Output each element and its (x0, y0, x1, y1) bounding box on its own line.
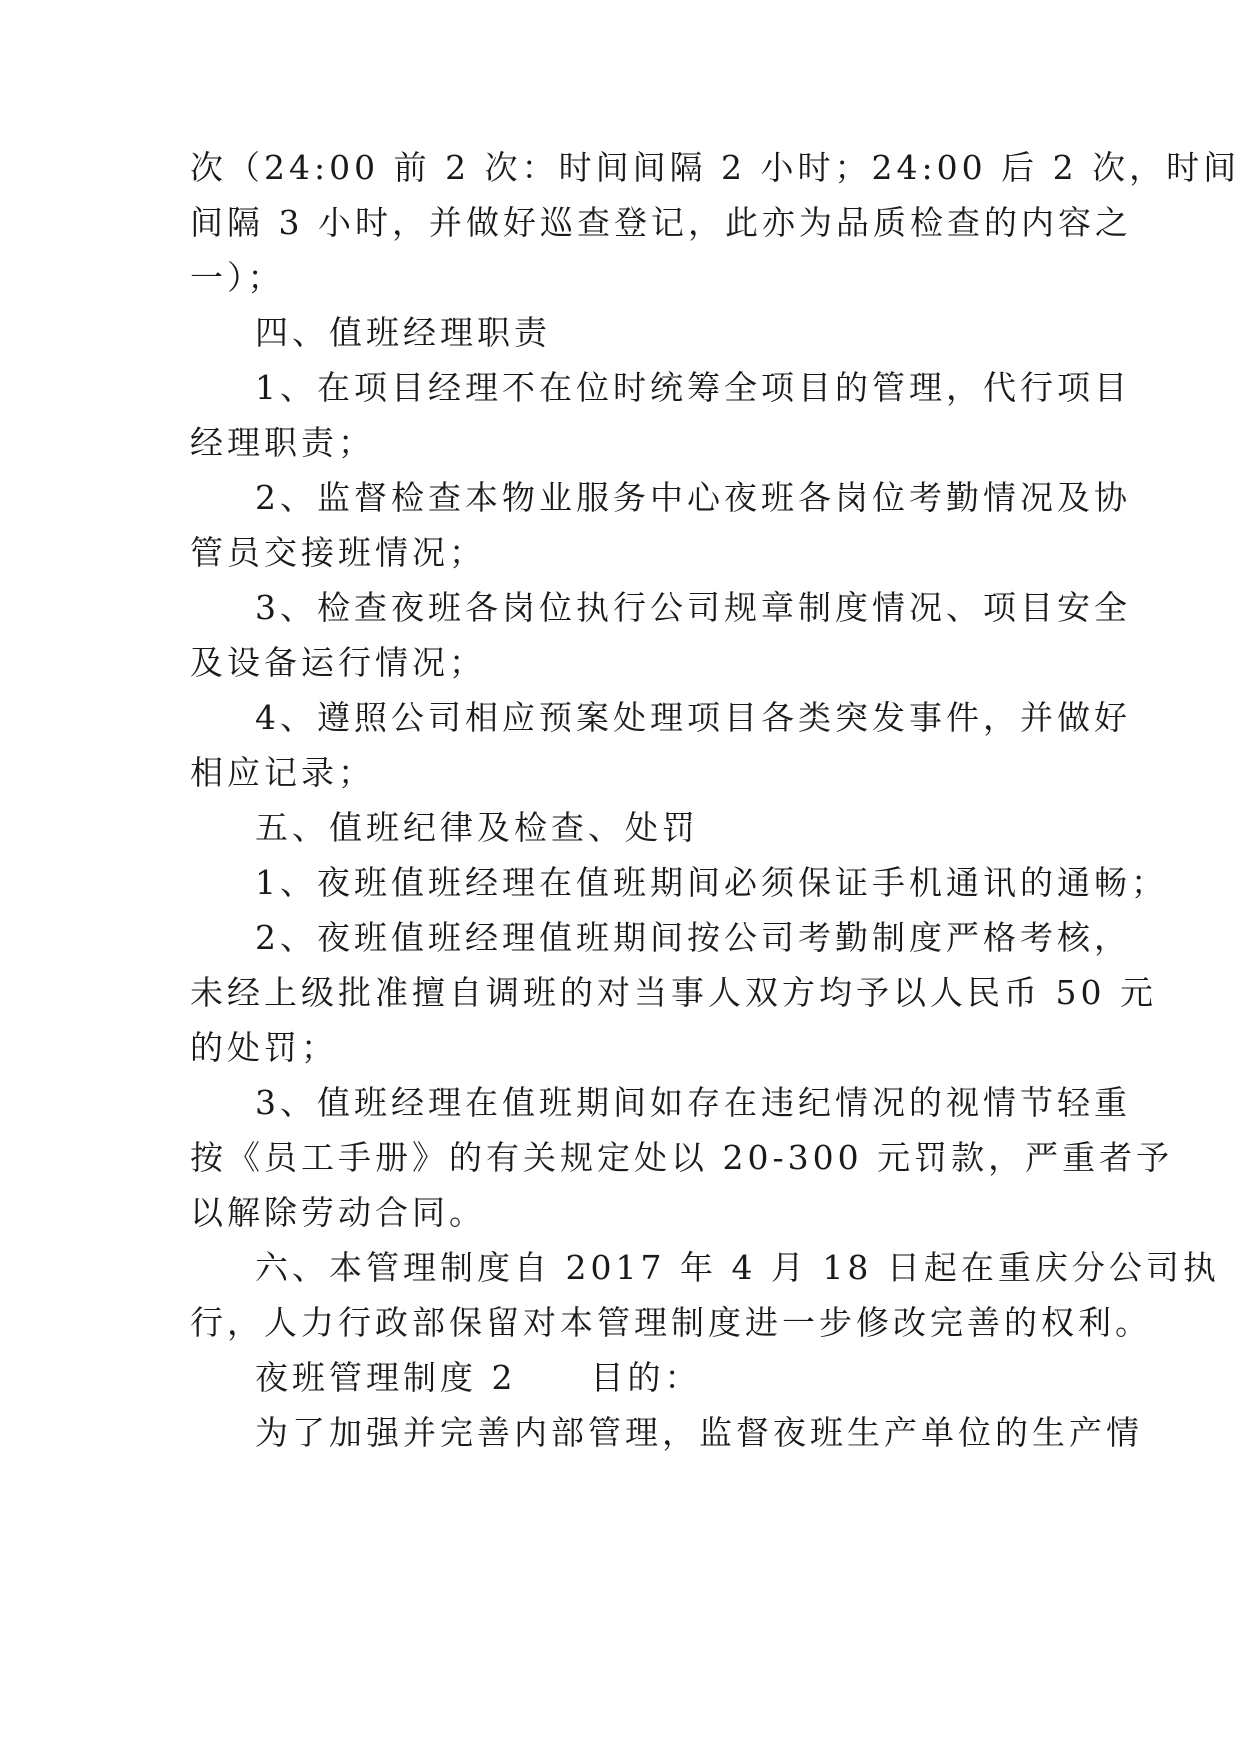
text-line-9: 3、检查夜班各岗位执行公司规章制度情况、项目安全 (255, 588, 1131, 627)
text-line-2: 间隔 3 小时，并做好巡查登记，此亦为品质检查的内容之 (190, 203, 1132, 242)
text-line-12: 相应记录； (190, 753, 375, 792)
text-line-19: 按《员工手册》的有关规定处以 20-300 元罚款，严重者予 (190, 1138, 1174, 1177)
text-line-24: 为了加强并完善内部管理，监督夜班生产单位的生产情 (255, 1413, 1143, 1452)
text-line-8: 管员交接班情况； (190, 533, 486, 572)
text-line-10: 及设备运行情况； (190, 643, 486, 682)
text-line-16: 未经上级批准擅自调班的对当事人双方均予以人民币 50 元 (190, 973, 1157, 1012)
text-line-17: 的处罚； (190, 1028, 338, 1067)
text-line-3: 一）； (190, 258, 285, 297)
subtitle-line: 夜班管理制度 2 目的： (255, 1358, 702, 1397)
text-line-20: 以解除劳动合同。 (190, 1193, 486, 1232)
section-heading-6: 六、本管理制度自 2017 年 4 月 18 日起在重庆分公司执 (255, 1248, 1220, 1287)
text-line-7: 2、监督检查本物业服务中心夜班各岗位考勤情况及协 (255, 478, 1131, 517)
text-line-18: 3、值班经理在值班期间如存在违纪情况的视情节轻重 (255, 1083, 1131, 1122)
section-heading-5: 五、值班纪律及检查、处罚 (255, 808, 699, 847)
section-heading-4: 四、值班经理职责 (255, 313, 551, 352)
text-line-14: 1、夜班值班经理在值班期间必须保证手机通讯的通畅； (255, 863, 1168, 902)
text-line-6: 经理职责； (190, 423, 375, 462)
text-line-15: 2、夜班值班经理值班期间按公司考勤制度严格考核， (255, 918, 1131, 957)
text-line-1: 次（24:00 前 2 次：时间间隔 2 小时；24:00 后 2 次，时间 (190, 148, 1241, 187)
text-line-22: 行，人力行政部保留对本管理制度进一步修改完善的权利。 (190, 1303, 1152, 1342)
text-line-11: 4、遵照公司相应预案处理项目各类突发事件，并做好 (255, 698, 1131, 737)
text-line-5: 1、在项目经理不在位时统筹全项目的管理，代行项目 (255, 368, 1131, 407)
